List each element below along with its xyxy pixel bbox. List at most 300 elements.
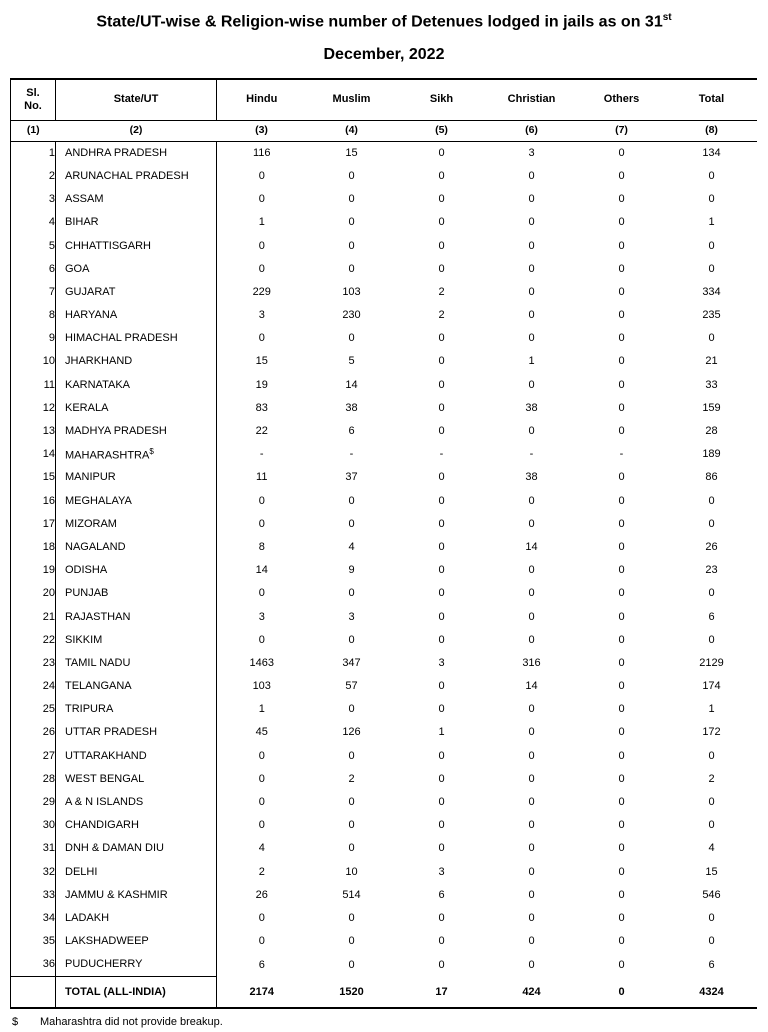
- row-value: 103: [342, 285, 361, 298]
- row-value: 0: [438, 401, 445, 414]
- table-row: [11, 605, 757, 628]
- row-serial: 32: [11, 860, 56, 883]
- row-value: 0: [528, 169, 535, 182]
- row-serial: 1: [11, 141, 56, 165]
- row-serial: 12: [11, 397, 56, 420]
- column-number-row: [11, 120, 757, 141]
- row-value: 15: [255, 355, 268, 368]
- table-row: [11, 652, 757, 675]
- row-value: 0: [618, 355, 625, 368]
- row-value: 0: [528, 726, 535, 739]
- table-row: [11, 188, 757, 211]
- header-others: Others: [577, 79, 667, 121]
- column-number: (4): [307, 120, 397, 141]
- row-value: 159: [702, 401, 721, 414]
- table-row: [11, 884, 757, 907]
- row-state: BIHAR: [56, 211, 217, 234]
- row-value: 22: [255, 425, 268, 438]
- row-value: 0: [258, 239, 265, 252]
- row-value: 1: [528, 355, 535, 368]
- row-value: 0: [708, 587, 715, 600]
- row-value: 1: [708, 703, 715, 716]
- row-value: 3: [438, 865, 445, 878]
- row-value: 546: [702, 888, 721, 901]
- table-row: [11, 721, 757, 744]
- row-serial: 31: [11, 837, 56, 860]
- row-state: JHARKHAND: [56, 350, 217, 373]
- footnote-marker: $: [12, 1016, 19, 1029]
- row-value: 6: [438, 888, 445, 901]
- table-row: [11, 373, 757, 396]
- row-value: 0: [528, 865, 535, 878]
- row-value: 0: [438, 169, 445, 182]
- header-serial-line2: No.: [24, 99, 42, 112]
- row-value: -: [619, 448, 624, 461]
- row-value: 0: [258, 517, 265, 530]
- row-value: 0: [528, 888, 535, 901]
- row-value: 0: [528, 332, 535, 345]
- table-row: [11, 513, 757, 536]
- row-state: GUJARAT: [56, 281, 217, 304]
- row-value: 0: [438, 146, 445, 159]
- row-value: 0: [348, 262, 355, 275]
- row-value: 38: [525, 471, 538, 484]
- row-value: 26: [705, 540, 718, 553]
- table-row: [11, 860, 757, 883]
- row-value: 0: [618, 332, 625, 345]
- row-value: 6: [348, 425, 355, 438]
- row-value: 0: [258, 749, 265, 762]
- row-value: 0: [618, 401, 625, 414]
- row-value: 0: [348, 703, 355, 716]
- row-serial: 34: [11, 907, 56, 930]
- row-value: 0: [618, 216, 625, 229]
- table-row: [11, 582, 757, 605]
- row-state: KERALA: [56, 397, 217, 420]
- total-serial-cell: [11, 977, 56, 1009]
- header-christian: Christian: [487, 79, 577, 121]
- total-muslim: 1520: [307, 977, 397, 1009]
- row-value: 0: [438, 355, 445, 368]
- table-row: [11, 420, 757, 443]
- total-others: 0: [577, 977, 667, 1009]
- column-number: (1): [11, 120, 56, 141]
- row-serial: 7: [11, 281, 56, 304]
- row-value: 0: [438, 378, 445, 391]
- row-value: 6: [258, 958, 265, 971]
- row-value: 83: [255, 401, 268, 414]
- row-value: 514: [342, 888, 361, 901]
- row-value: 0: [438, 772, 445, 785]
- row-value: 0: [438, 749, 445, 762]
- row-state: WEST BENGAL: [56, 768, 217, 791]
- row-value: 334: [702, 285, 721, 298]
- row-value: 0: [618, 169, 625, 182]
- row-value: 21: [705, 355, 718, 368]
- total-label: TOTAL (ALL-INDIA): [56, 977, 217, 1009]
- row-value: 6: [708, 958, 715, 971]
- row-value: 0: [618, 494, 625, 507]
- row-value: 5: [348, 355, 355, 368]
- row-value: 0: [528, 958, 535, 971]
- row-value: 0: [528, 587, 535, 600]
- row-value: 0: [528, 819, 535, 832]
- row-value: 0: [618, 656, 625, 669]
- row-value: 0: [708, 517, 715, 530]
- row-value: 0: [708, 193, 715, 206]
- row-state: UTTAR PRADESH: [56, 721, 217, 744]
- column-number: (3): [217, 120, 307, 141]
- header-serial-no: [11, 79, 56, 121]
- title-line2: December, 2022: [323, 45, 445, 63]
- header-hindu: Hindu: [217, 79, 307, 121]
- row-value: 3: [258, 309, 265, 322]
- row-value: 316: [522, 656, 541, 669]
- table-row: [11, 397, 757, 420]
- row-value: 0: [258, 193, 265, 206]
- row-value: 2: [438, 285, 445, 298]
- header-total: Total: [667, 79, 757, 121]
- row-value: 0: [258, 911, 265, 924]
- row-serial: 11: [11, 373, 56, 396]
- row-value: 0: [438, 517, 445, 530]
- row-value: 0: [528, 309, 535, 322]
- row-serial: 28: [11, 768, 56, 791]
- row-value: -: [439, 448, 444, 461]
- row-value: 0: [708, 935, 715, 948]
- total-christian: 424: [487, 977, 577, 1009]
- row-value: 0: [258, 587, 265, 600]
- row-value: 0: [258, 262, 265, 275]
- row-value: 0: [438, 796, 445, 809]
- row-value: 3: [258, 610, 265, 623]
- row-value: 3: [438, 656, 445, 669]
- row-serial: 24: [11, 675, 56, 698]
- row-value: 38: [345, 401, 358, 414]
- row-value: 0: [528, 425, 535, 438]
- row-value: 0: [708, 169, 715, 182]
- row-value: 0: [258, 169, 265, 182]
- table-row: [11, 814, 757, 837]
- row-serial: 21: [11, 605, 56, 628]
- table-row: [11, 628, 757, 651]
- row-serial: 35: [11, 930, 56, 953]
- title-superscript: st: [662, 12, 672, 23]
- row-value: 28: [705, 425, 718, 438]
- row-value: 0: [528, 216, 535, 229]
- row-value: 15: [705, 865, 718, 878]
- row-serial: 18: [11, 536, 56, 559]
- row-value: 86: [705, 471, 718, 484]
- row-value: 0: [528, 610, 535, 623]
- row-value: 0: [348, 749, 355, 762]
- row-value: 235: [702, 309, 721, 322]
- row-value: 0: [438, 935, 445, 948]
- row-value: 57: [345, 680, 358, 693]
- row-serial: 33: [11, 884, 56, 907]
- table-row: [11, 559, 757, 582]
- row-value: 0: [438, 193, 445, 206]
- row-value: 0: [438, 911, 445, 924]
- row-value: 0: [528, 749, 535, 762]
- row-value: 134: [702, 146, 721, 159]
- row-value: 0: [528, 285, 535, 298]
- row-serial: 9: [11, 327, 56, 350]
- row-value: 0: [258, 633, 265, 646]
- row-value: 0: [438, 633, 445, 646]
- row-state: ANDHRA PRADESH: [56, 141, 217, 165]
- row-value: 14: [255, 564, 268, 577]
- row-value: 2: [258, 865, 265, 878]
- row-value: 0: [708, 494, 715, 507]
- row-serial: 4: [11, 211, 56, 234]
- row-value: 38: [525, 401, 538, 414]
- row-value: -: [259, 448, 264, 461]
- row-value: 0: [438, 262, 445, 275]
- row-value: 0: [618, 587, 625, 600]
- row-value: 0: [528, 911, 535, 924]
- row-value: 0: [348, 587, 355, 600]
- table-row: [11, 744, 757, 767]
- row-value: 174: [702, 680, 721, 693]
- row-state: NAGALAND: [56, 536, 217, 559]
- row-value: 0: [438, 610, 445, 623]
- row-value: 6: [708, 610, 715, 623]
- row-state: MADHYA PRADESH: [56, 420, 217, 443]
- row-value: 0: [528, 796, 535, 809]
- column-number: (2): [56, 120, 217, 141]
- row-value: 0: [528, 564, 535, 577]
- row-value: 0: [618, 378, 625, 391]
- row-value: 0: [618, 772, 625, 785]
- table-body: [11, 141, 757, 977]
- footnote-reference: $: [149, 446, 154, 456]
- row-serial: 30: [11, 814, 56, 837]
- table-row: [11, 165, 757, 188]
- row-value: 0: [438, 239, 445, 252]
- row-value: 0: [438, 842, 445, 855]
- row-value: 0: [348, 216, 355, 229]
- row-value: 0: [618, 958, 625, 971]
- row-value: 3: [348, 610, 355, 623]
- row-value: 0: [618, 285, 625, 298]
- row-value: 0: [438, 471, 445, 484]
- table-row: [11, 350, 757, 373]
- row-value: 0: [528, 772, 535, 785]
- table-row: [11, 141, 757, 165]
- row-serial: 22: [11, 628, 56, 651]
- title-line1: [0, 12, 768, 31]
- row-state: MANIPUR: [56, 466, 217, 489]
- row-value: 0: [528, 193, 535, 206]
- table-row: [11, 257, 757, 280]
- row-value: 0: [618, 564, 625, 577]
- table-row: [11, 953, 757, 977]
- row-state: ARUNACHAL PRADESH: [56, 165, 217, 188]
- row-state: TRIPURA: [56, 698, 217, 721]
- row-value: 37: [345, 471, 358, 484]
- row-value: 0: [708, 749, 715, 762]
- table-row: [11, 791, 757, 814]
- table-row: [11, 930, 757, 953]
- row-value: 1463: [249, 656, 274, 669]
- row-value: 0: [618, 471, 625, 484]
- row-value: 0: [618, 146, 625, 159]
- row-value: 33: [705, 378, 718, 391]
- row-value: 3: [528, 146, 535, 159]
- row-state: TAMIL NADU: [56, 652, 217, 675]
- total-row: [11, 977, 757, 1009]
- header-muslim: Muslim: [307, 79, 397, 121]
- row-value: 1: [708, 216, 715, 229]
- row-value: 1: [258, 216, 265, 229]
- total-hindu: 2174: [217, 977, 307, 1009]
- row-serial: 14: [11, 443, 56, 466]
- title-line1-text: State/UT-wise & Religion-wise number of Detenues lodged in jails as on 31: [96, 13, 663, 31]
- total-all: 4324: [667, 977, 757, 1009]
- header-serial-line1: Sl.: [26, 86, 40, 99]
- row-value: 0: [528, 517, 535, 530]
- row-value: 19: [255, 378, 268, 391]
- row-value: 0: [438, 332, 445, 345]
- row-state: MAHARASHTRA$: [56, 443, 217, 466]
- row-serial: 36: [11, 953, 56, 977]
- row-state: ODISHA: [56, 559, 217, 582]
- row-value: 116: [252, 146, 271, 159]
- row-value: 0: [258, 819, 265, 832]
- row-value: 0: [618, 633, 625, 646]
- row-value: 0: [618, 540, 625, 553]
- row-state: ASSAM: [56, 188, 217, 211]
- row-value: 0: [348, 494, 355, 507]
- row-state: LADAKH: [56, 907, 217, 930]
- row-state: A & N ISLANDS: [56, 791, 217, 814]
- row-state: DNH & DAMAN DIU: [56, 837, 217, 860]
- row-value: 0: [528, 494, 535, 507]
- row-value: -: [529, 448, 534, 461]
- row-value: 0: [618, 842, 625, 855]
- row-value: 14: [525, 540, 538, 553]
- row-value: 0: [348, 958, 355, 971]
- row-value: 0: [348, 935, 355, 948]
- row-value: 0: [348, 517, 355, 530]
- row-value: 172: [702, 726, 721, 739]
- column-number: (8): [667, 120, 757, 141]
- row-serial: 6: [11, 257, 56, 280]
- row-value: 126: [342, 726, 361, 739]
- row-value: 45: [255, 726, 268, 739]
- row-value: 4: [258, 842, 265, 855]
- row-value: 0: [618, 425, 625, 438]
- row-value: 0: [348, 169, 355, 182]
- row-value: 0: [618, 911, 625, 924]
- row-value: 0: [348, 911, 355, 924]
- row-value: 0: [258, 494, 265, 507]
- row-state: SIKKIM: [56, 628, 217, 651]
- row-state: UTTARAKHAND: [56, 744, 217, 767]
- row-serial: 27: [11, 744, 56, 767]
- row-state: GOA: [56, 257, 217, 280]
- row-value: 230: [342, 309, 361, 322]
- table-row: [11, 907, 757, 930]
- row-serial: 13: [11, 420, 56, 443]
- row-value: 0: [438, 958, 445, 971]
- table-row: [11, 327, 757, 350]
- row-value: 0: [618, 819, 625, 832]
- row-value: 0: [618, 680, 625, 693]
- row-serial: 16: [11, 489, 56, 512]
- row-value: 0: [708, 262, 715, 275]
- row-value: 2: [348, 772, 355, 785]
- row-value: 0: [528, 239, 535, 252]
- row-value: 0: [438, 680, 445, 693]
- row-state: JAMMU & KASHMIR: [56, 884, 217, 907]
- row-value: 0: [348, 193, 355, 206]
- row-value: 0: [438, 819, 445, 832]
- row-value: 0: [348, 332, 355, 345]
- row-state: DELHI: [56, 860, 217, 883]
- row-value: 0: [618, 726, 625, 739]
- row-value: 0: [618, 865, 625, 878]
- table-row: [11, 234, 757, 257]
- row-value: 8: [258, 540, 265, 553]
- table-row: [11, 536, 757, 559]
- row-value: 1: [438, 726, 445, 739]
- row-serial: 23: [11, 652, 56, 675]
- row-value: 0: [348, 239, 355, 252]
- row-value: 0: [258, 935, 265, 948]
- table-row: [11, 281, 757, 304]
- row-value: 0: [348, 633, 355, 646]
- row-serial: 5: [11, 234, 56, 257]
- row-value: 0: [618, 796, 625, 809]
- row-value: 0: [528, 262, 535, 275]
- row-value: 23: [705, 564, 718, 577]
- row-value: 0: [618, 517, 625, 530]
- row-serial: 19: [11, 559, 56, 582]
- row-state: RAJASTHAN: [56, 605, 217, 628]
- page-title: [0, 0, 768, 64]
- row-serial: 15: [11, 466, 56, 489]
- row-value: 0: [618, 309, 625, 322]
- row-value: 14: [345, 378, 358, 391]
- row-value: 0: [258, 772, 265, 785]
- row-value: 229: [252, 285, 271, 298]
- row-value: 0: [438, 703, 445, 716]
- row-value: 26: [255, 888, 268, 901]
- column-number: (7): [577, 120, 667, 141]
- row-state: HIMACHAL PRADESH: [56, 327, 217, 350]
- table-row: [11, 466, 757, 489]
- row-value: 0: [618, 749, 625, 762]
- row-value: 0: [618, 888, 625, 901]
- row-state: PUDUCHERRY: [56, 953, 217, 977]
- row-serial: 25: [11, 698, 56, 721]
- row-value: 9: [348, 564, 355, 577]
- row-value: 0: [708, 239, 715, 252]
- row-value: 14: [525, 680, 538, 693]
- row-value: 0: [438, 494, 445, 507]
- row-state: HARYANA: [56, 304, 217, 327]
- column-number: (5): [397, 120, 487, 141]
- row-value: 2: [438, 309, 445, 322]
- row-value: 0: [528, 378, 535, 391]
- row-state: MEGHALAYA: [56, 489, 217, 512]
- table-row: [11, 211, 757, 234]
- row-value: 0: [708, 911, 715, 924]
- row-value: 347: [342, 656, 361, 669]
- row-value: 0: [528, 633, 535, 646]
